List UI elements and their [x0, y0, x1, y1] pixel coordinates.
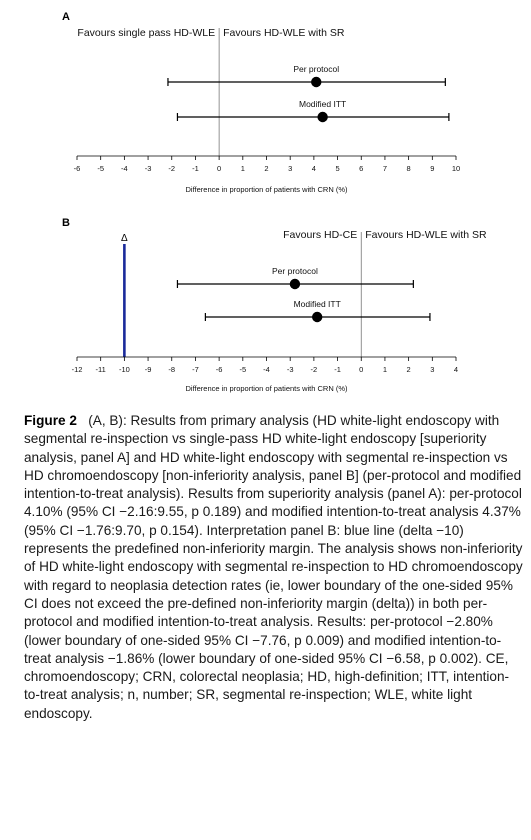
panel-b-x-tick-label: -11: [95, 365, 106, 374]
panel-b-estimate-label: Modified ITT: [293, 299, 341, 309]
panel-a-x-tick-label: -1: [192, 164, 199, 173]
figure-caption-text: (A, B): Results from primary analysis (HD white-light endoscopy with segmental re-inspection vs single-pass HD white-light endoscopy [superiority analysis, panel A] and HD white-light endoscopy with segmental re-inspection vs HD chromoendoscopy [non-inferiority analysis, panel B] (per-protocol and modified intention-to-treat analysis). Results from superiority analysis (panel A): per-protocol 4.10% (95% CI −2.16:9.55, p 0.189) and modified intention-to-treat analysis 4.37% (95% CI −1.76:9.70, p 0.154). Interpretation panel B: blue line (delta −10) represents the predefined non-inferiority margin. The analysis shows non-inferiority of HD white-light endoscopy with segmental re-inspection to HD chromoendoscopy with regard to neoplasia detection rates (ie, lower boundary of the one-sided 95% CI does not exceed the pre-defined non-inferiority margin (delta)) in both per-protocol and modified intention-to-treat analysis. Results: per-protocol −2.80% (lower boundary of one-sided 95% CI −7.76, p 0.009) and modified intention-to-treat analysis −1.86% (lower boundary of one-sided 95% CI −6.58, p 0.002). CE, chromoendoscopy; CRN, colorectal neoplasia; HD, high-definition; ITT, intention-to-treat analysis; n, number; SR, segmental re-inspection; WLE, white light endoscopy.: [24, 413, 523, 721]
panel-b-margin-label: Δ: [121, 233, 128, 244]
panel-a-x-tick-label: 5: [335, 164, 340, 173]
panel-b-x-tick-label: -12: [71, 365, 83, 374]
panel-a-estimate-label: Modified ITT: [299, 99, 347, 109]
panel-a-point-estimate: [311, 77, 321, 87]
panel-b-x-tick-label: 4: [453, 365, 459, 374]
panel-a-x-tick-label: 8: [406, 164, 411, 173]
panel-a-x-tick-label: -4: [121, 164, 128, 173]
panel-b-x-tick-label: 3: [430, 365, 435, 374]
panel-b-x-tick-label: -8: [168, 365, 176, 374]
panel-b-x-tick-label: -4: [263, 365, 270, 374]
panel-a-x-axis-label: Difference in proportion of patients with CRN (%): [185, 185, 348, 194]
panel-b-x-tick-label: -2: [310, 365, 318, 374]
panel-b-x-tick-label: 0: [359, 365, 364, 374]
figure-label: Figure 2: [24, 413, 77, 428]
forest-plot-figure: [0, 0, 531, 400]
panel-b-x-tick-label: -6: [215, 365, 223, 374]
panel-a-x-tick-label: 0: [217, 164, 222, 173]
panel-b-label: B: [62, 217, 70, 229]
panel-a-x-tick-label: 7: [382, 164, 388, 173]
panel-a-x-tick-label: 6: [359, 164, 364, 173]
panel-a-estimate-label: Per protocol: [293, 64, 340, 74]
panel-a-x-tick-label: 4: [311, 164, 316, 173]
panel-a-x-tick-label: -5: [97, 164, 105, 173]
panel-a-left-direction-label: Favours single pass HD-WLE: [77, 27, 216, 39]
panel-a-x-tick-label: 3: [288, 164, 293, 173]
panel-a-x-tick-label: -3: [144, 164, 152, 173]
panel-a-point-estimate: [317, 112, 327, 122]
panel-a-label: A: [62, 11, 70, 23]
panel-b-x-tick-label: -9: [144, 365, 152, 374]
panel-b-right-direction-label: Favours HD-WLE with SR: [365, 229, 487, 241]
panel-b-estimate-label: Per protocol: [272, 266, 318, 276]
panel-a-right-direction-label: Favours HD-WLE with SR: [223, 27, 345, 39]
panel-a-x-tick-label: 1: [240, 164, 245, 173]
panel-a-x-tick-label: -6: [73, 164, 81, 173]
figure-caption: [24, 412, 524, 723]
panel-b-point-estimate: [290, 279, 300, 289]
panel-b-x-tick-label: -1: [334, 365, 341, 374]
panel-b-x-tick-label: -7: [192, 365, 199, 374]
panel-a-x-tick-label: 9: [430, 164, 435, 173]
panel-b-x-axis-label: Difference in proportion of patients with CRN (%): [185, 384, 348, 393]
panel-b-x-tick-label: -3: [286, 365, 294, 374]
panel-a-x-tick-label: -2: [168, 164, 176, 173]
panel-a-x-tick-label: 2: [264, 164, 269, 173]
panel-a-x-tick-label: 10: [451, 164, 461, 173]
panel-b-x-tick-label: -10: [118, 365, 130, 374]
panel-b-point-estimate: [312, 312, 322, 322]
panel-b-left-direction-label: Favours HD-CE: [283, 229, 358, 241]
panel-b-x-tick-label: -5: [239, 365, 247, 374]
panel-b-x-tick-label: 1: [382, 365, 388, 374]
panel-b-x-tick-label: 2: [406, 365, 411, 374]
